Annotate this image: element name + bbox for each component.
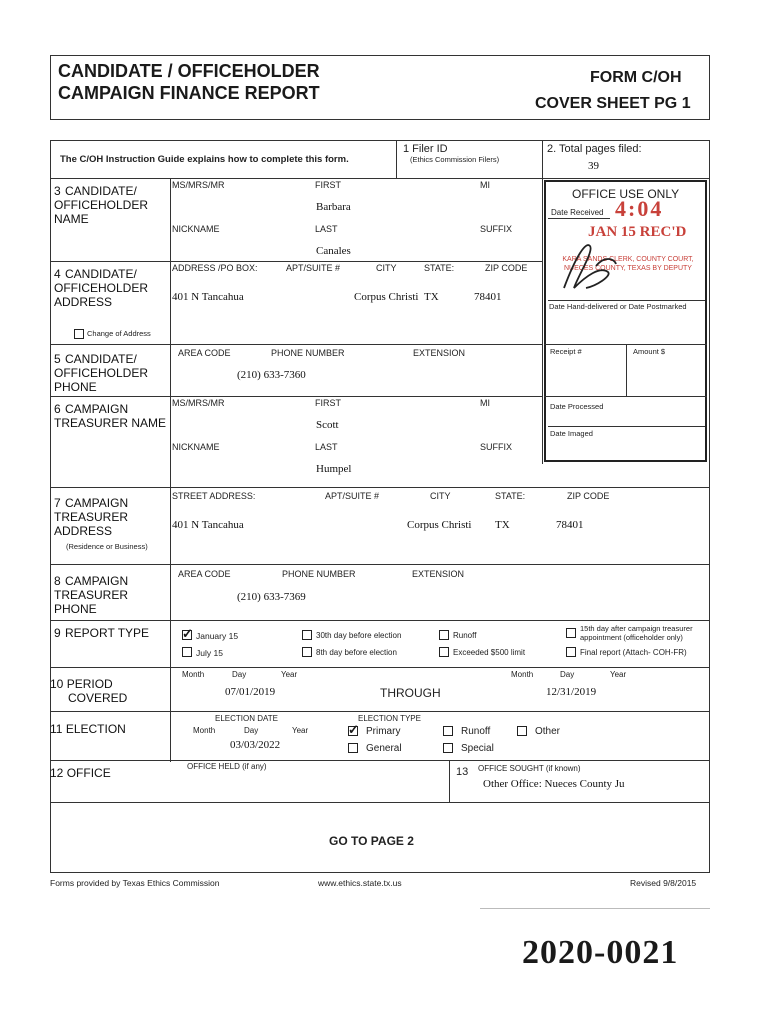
report-final-checkbox[interactable] xyxy=(566,647,576,657)
clerk-signature xyxy=(556,236,626,296)
report-30th-day-checkbox[interactable] xyxy=(302,630,312,640)
period-to-year-label: Year xyxy=(610,670,627,679)
report-8th-day-label: 8th day before election xyxy=(316,648,397,657)
form-title-line2: CAMPAIGN FINANCE REPORT xyxy=(58,83,320,103)
received-time: 4:04 xyxy=(615,196,664,221)
hand-delivered-label: Date Hand-delivered or Date Postmarked xyxy=(549,302,687,311)
treasurer-apt-label: APT/SUITE # xyxy=(325,491,380,501)
footer-provided: Forms provided by Texas Ethics Commission xyxy=(50,878,220,888)
report-15th-day-checkbox[interactable] xyxy=(566,628,576,638)
candidate-address-label: ADDRESS /PO BOX: xyxy=(172,263,258,273)
candidate-phone-label: PHONE NUMBER xyxy=(271,348,345,358)
period-to-month-label: Month xyxy=(511,670,534,679)
candidate-state-label: STATE: xyxy=(424,263,455,273)
section-3-label: 3 CANDIDATE/ OFFICEHOLDER NAME xyxy=(54,184,149,226)
election-year-label: Year xyxy=(292,726,309,735)
period-from-year-label: Year xyxy=(281,670,298,679)
filer-id-label: 1 Filer ID xyxy=(403,143,448,155)
section-10-label: 10 PERIOD COVERED xyxy=(50,677,128,705)
treasurer-city-label: CITY xyxy=(430,491,451,501)
filer-id-note: (Ethics Commission Filers) xyxy=(410,155,500,164)
office-sought-num: 13 xyxy=(456,766,469,778)
election-primary-label: Primary xyxy=(366,726,401,737)
candidate-phone-value: (210) 633-7360 xyxy=(237,369,306,381)
treasurer-last-value: Humpel xyxy=(316,463,352,475)
candidate-area-label: AREA CODE xyxy=(178,348,231,358)
treasurer-prefix-label: MS/MRS/MR xyxy=(172,398,225,408)
candidate-zip-value: 78401 xyxy=(474,291,502,303)
total-pages-label: 2. Total pages filed: xyxy=(547,143,642,155)
election-runoff-label: Runoff xyxy=(461,726,491,737)
total-pages-value: 39 xyxy=(588,160,599,172)
date-imaged-label: Date Imaged xyxy=(550,429,593,438)
date-received-label: Date Received xyxy=(551,208,604,217)
receipt-label: Receipt # xyxy=(550,347,582,356)
treasurer-mi-label: MI xyxy=(480,398,490,408)
election-runoff-checkbox[interactable] xyxy=(443,726,453,736)
election-day-label: Day xyxy=(244,726,259,735)
date-processed-label: Date Processed xyxy=(550,402,604,411)
treasurer-suffix-label: SUFFIX xyxy=(480,442,513,452)
treasurer-first-value: Scott xyxy=(316,419,339,431)
change-of-address-checkbox[interactable] xyxy=(74,329,84,339)
section-6-label: 6 CAMPAIGN TREASURER NAME xyxy=(54,402,167,430)
section-5-label: 5 CANDIDATE/ OFFICEHOLDER PHONE xyxy=(54,352,149,394)
period-from-value: 07/01/2019 xyxy=(225,686,276,698)
election-general-checkbox[interactable] xyxy=(348,743,358,753)
treasurer-area-label: AREA CODE xyxy=(178,569,231,579)
section-9-label: 9 REPORT TYPE xyxy=(54,626,150,640)
section-7-label: 7 CAMPAIGN TREASURER ADDRESS xyxy=(54,496,129,538)
clerk-stamp: KARA SANDS CLERK, COUNTY COURT, NUECES COUNTY, TEXAS BY DEPUTY xyxy=(562,256,694,272)
election-special-checkbox[interactable] xyxy=(443,743,453,753)
report-exceeded-label: Exceeded $500 limit xyxy=(453,648,526,657)
candidate-apt-label: APT/SUITE # xyxy=(286,263,341,273)
candidate-city-value: Corpus Christi xyxy=(354,291,419,303)
section-12-label: 12 OFFICE xyxy=(50,766,111,780)
period-to-value: 12/31/2019 xyxy=(546,686,597,698)
candidate-first-value: Barbara xyxy=(316,201,351,213)
report-exceeded-checkbox[interactable] xyxy=(439,647,449,657)
office-sought-value: Other Office: Nueces County Ju xyxy=(483,778,625,790)
treasurer-phone-label: PHONE NUMBER xyxy=(282,569,356,579)
candidate-city-label: CITY xyxy=(376,263,397,273)
report-july15-checkbox[interactable] xyxy=(182,647,192,657)
period-from-month-label: Month xyxy=(182,670,205,679)
election-date-label: ELECTION DATE xyxy=(215,714,278,723)
instruction-text: The C/OH Instruction Guide explains how to complete this form. xyxy=(60,154,349,165)
form-page-label: COVER SHEET PG 1 xyxy=(535,95,691,112)
office-use-title: OFFICE USE ONLY xyxy=(572,187,680,201)
treasurer-state-label: STATE: xyxy=(495,491,526,501)
election-type-label: ELECTION TYPE xyxy=(358,714,421,723)
go-to-page-2: GO TO PAGE 2 xyxy=(329,834,414,848)
report-january15-label: January 15 xyxy=(196,631,239,641)
office-use-box xyxy=(544,180,707,462)
treasurer-city-value: Corpus Christi xyxy=(407,519,472,531)
treasurer-zip-label: ZIP CODE xyxy=(567,491,610,501)
candidate-first-label: FIRST xyxy=(315,180,341,190)
received-stamp: JAN 15 REC'D xyxy=(588,224,687,240)
candidate-last-label: LAST xyxy=(315,224,338,234)
treasurer-street-value: 401 N Tancahua xyxy=(172,519,244,531)
change-of-address-label: Change of Address xyxy=(87,329,151,338)
report-8th-day-checkbox[interactable] xyxy=(302,647,312,657)
election-other-checkbox[interactable] xyxy=(517,726,527,736)
candidate-mi-label: MI xyxy=(480,180,490,190)
report-july15-label: July 15 xyxy=(196,648,223,658)
treasurer-state-value: TX xyxy=(495,519,510,531)
treasurer-ext-label: EXTENSION xyxy=(412,569,465,579)
period-through: THROUGH xyxy=(380,686,441,700)
election-month-label: Month xyxy=(193,726,216,735)
treasurer-phone-value: (210) 633-7369 xyxy=(237,591,306,603)
election-special-label: Special xyxy=(461,743,494,754)
report-runoff-checkbox[interactable] xyxy=(439,630,449,640)
report-15th-day-label: 15th day after campaign treasurer appointment (officeholder only) xyxy=(580,624,693,642)
treasurer-address-note: (Residence or Business) xyxy=(66,542,148,551)
period-to-day-label: Day xyxy=(560,670,575,679)
treasurer-street-label: STREET ADDRESS: xyxy=(172,491,256,501)
election-other-label: Other xyxy=(535,726,561,737)
report-30th-day-label: 30th day before election xyxy=(316,631,402,640)
candidate-suffix-label: SUFFIX xyxy=(480,224,513,234)
footer-website: www.ethics.state.tx.us xyxy=(318,878,402,888)
document-number: 2020-0021 xyxy=(522,934,679,971)
footer-revised: Revised 9/8/2015 xyxy=(630,878,697,888)
report-january15-checkbox[interactable]: ✓ xyxy=(182,626,193,641)
office-sought-label: OFFICE SOUGHT (if known) xyxy=(478,764,581,773)
candidate-prefix-label: MS/MRS/MR xyxy=(172,180,225,190)
treasurer-zip-value: 78401 xyxy=(556,519,584,531)
candidate-ext-label: EXTENSION xyxy=(413,348,466,358)
amount-label: Amount $ xyxy=(633,347,666,356)
treasurer-nickname-label: NICKNAME xyxy=(172,442,220,452)
section-4-label: 4 CANDIDATE/ OFFICEHOLDER ADDRESS xyxy=(54,267,149,309)
period-from-day-label: Day xyxy=(232,670,247,679)
section-8-label: 8 CAMPAIGN TREASURER PHONE xyxy=(54,574,129,616)
report-final-label: Final report (Attach- COH-FR) xyxy=(580,648,687,657)
candidate-last-value: Canales xyxy=(316,245,351,257)
election-primary-checkbox[interactable]: ✓ xyxy=(348,722,359,737)
candidate-address-value: 401 N Tancahua xyxy=(172,291,244,303)
candidate-state-value: TX xyxy=(424,291,439,303)
office-held-label: OFFICE HELD (if any) xyxy=(187,762,267,771)
treasurer-last-label: LAST xyxy=(315,442,338,452)
section-11-label: 11 ELECTION xyxy=(50,722,126,736)
candidate-nickname-label: NICKNAME xyxy=(172,224,220,234)
form-id: FORM C/OH xyxy=(590,69,682,86)
candidate-zip-label: ZIP CODE xyxy=(485,263,528,273)
election-general-label: General xyxy=(366,743,402,754)
form-title-line1: CANDIDATE / OFFICEHOLDER xyxy=(58,61,320,81)
treasurer-first-label: FIRST xyxy=(315,398,341,408)
election-date-value: 03/03/2022 xyxy=(230,739,281,751)
report-runoff-label: Runoff xyxy=(453,631,477,640)
